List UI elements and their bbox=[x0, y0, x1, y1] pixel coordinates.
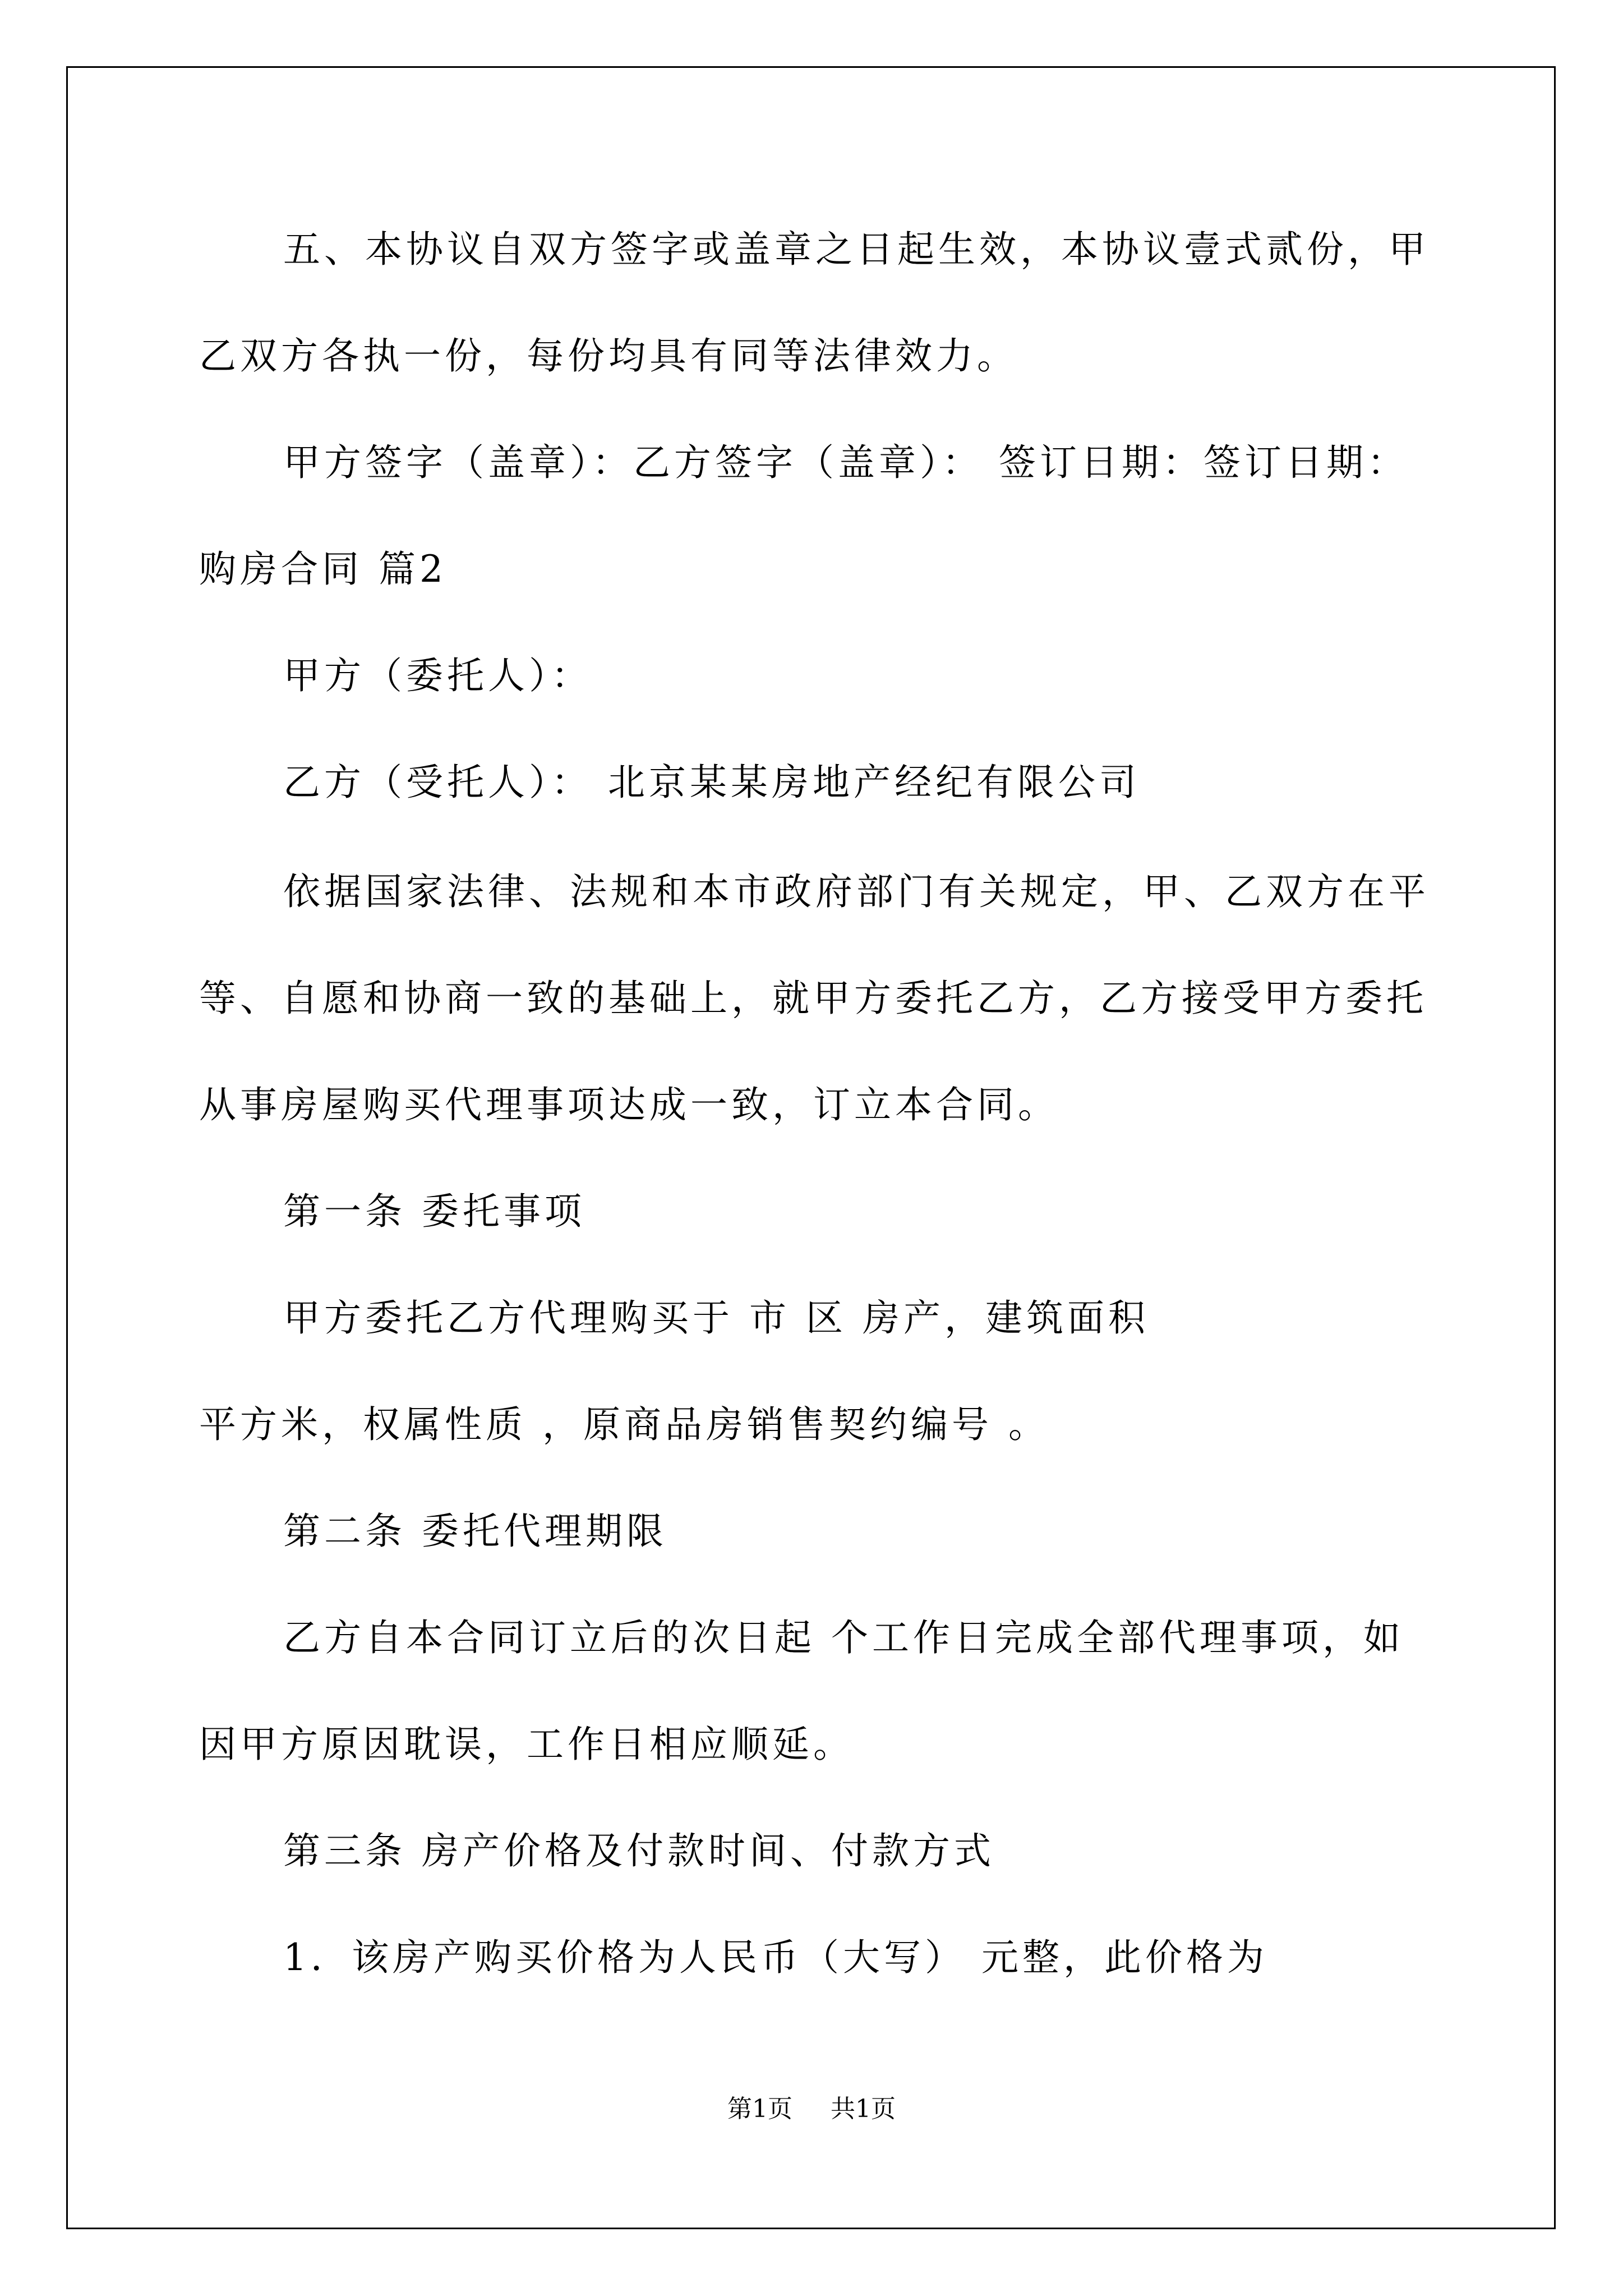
article-heading: 第一条 委托事项 bbox=[283, 1190, 585, 1233]
page-number: 第1页 bbox=[727, 2095, 792, 2123]
article-heading: 第三条 房产价格及付款时间、付款方式 bbox=[283, 1829, 995, 1872]
paragraph-line: 五、本协议自双方签字或盖章之日起生效，本协议壹式贰份，甲 bbox=[283, 228, 1430, 271]
page-total: 共1页 bbox=[831, 2095, 896, 2123]
paragraph-line: 甲方委托乙方代理购买于 市 区 房产，建筑面积 bbox=[283, 1296, 1149, 1340]
page-border bbox=[66, 66, 1556, 2229]
page-footer bbox=[0, 2092, 1623, 2126]
paragraph-line: 甲方签字（盖章）：乙方签字（盖章）： 签订日期：签订日期： bbox=[283, 441, 1408, 484]
paragraph-line: 乙方自本合同订立后的次日起 个工作日完成全部代理事项，如 bbox=[283, 1616, 1404, 1659]
article-heading: 第二条 委托代理期限 bbox=[283, 1510, 667, 1553]
paragraph-line: 平方米，权属性质 ，原商品房销售契约编号 。 bbox=[199, 1403, 1049, 1446]
paragraph-line: 从事房屋购买代理事项达成一致，订立本合同。 bbox=[199, 1083, 1059, 1126]
paragraph-line: 等、自愿和协商一致的基础上，就甲方委托乙方，乙方接受甲方委托 bbox=[199, 977, 1427, 1020]
paragraph-line: 依据国家法律、法规和本市政府部门有关规定，甲、乙双方在平 bbox=[283, 870, 1430, 913]
paragraph-line: 乙方（受托人）： 北京某某房地产经纪有限公司 bbox=[283, 761, 1140, 804]
paragraph-line: 因甲方原因耽误，工作日相应顺延。 bbox=[199, 1723, 854, 1766]
paragraph-line: 1．该房产购买价格为人民币（大写） 元整，此价格为 bbox=[283, 1936, 1268, 1979]
paragraph-line: 甲方（委托人）： bbox=[283, 654, 592, 697]
section-heading: 购房合同 篇2 bbox=[199, 547, 447, 591]
paragraph-line: 乙双方各执一份，每份均具有同等法律效力。 bbox=[199, 334, 1018, 378]
